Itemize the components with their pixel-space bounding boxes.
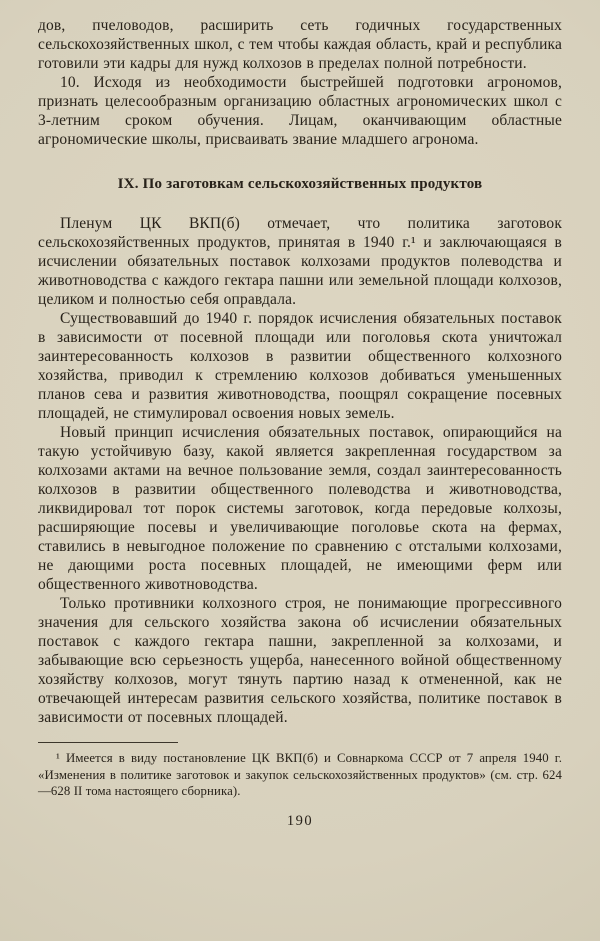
footnote-text: ¹ Имеется в виду постановление ЦК ВКП(б) и Совнаркома СССР от 7 апреля 1940 г. «Изменения в политике заготовок и закупок сельскохозяйственных продуктов» (см. стр. 624—628 II тома настоящего сборника). [38, 751, 562, 798]
paragraph-new-principle: Новый принцип исчисления обязательных поставок, опирающийся на такую устойчивую базу, какой является закрепленная государством за колхозами актами на вечное пользование земля, создал заинтересованность колхозов в развитии общественного полеводства и животноводства, ликвидировал тот порок системы заготовок, когда передовые колхозы, расширяющие посевы и увеличивающие поголовье скота на фермах, ставились в невыгодное положение по сравнению с отсталыми колхозами, не дающими роста посевных площадей, не имеющими ферм или общественного животноводства. [38, 424, 562, 593]
page-number: 190 [286, 812, 314, 829]
paragraph-old-order: Существовавший до 1940 г. порядок исчисления обязательных поставок в зависимости от посевной площади или поголовья скота уничтожал заинтересованность колхозов в развитии общественного колхозного хозяйства, приводил к стремлению колхозов добиваться уменьшенных планов сева и развития животноводства, поощрял сокращение посевных площадей, не стимулировал освоения новых земель. [38, 310, 562, 422]
section-heading: IX. По заготовкам сельскохозяйственных продуктов [117, 176, 483, 192]
paragraph-opponents: Только противники колхозного строя, не понимающие прогрессивного значения для сельского хозяйства закона об исчислении обязательных поставок с каждого гектара пашни, закрепленной за колхозами, и забывающие всю серьезность ущерба, нанесенного войной общественному хозяйству колхозов, могут тянуть партию назад к отмененной, как не отвечающей интересам развития сельского хозяйства, политике поставок в зависимости от посевных площадей. [38, 595, 562, 726]
paragraph-plenum: Пленум ЦК ВКП(б) отмечает, что политика заготовок сельскохозяйственных продуктов, принятая в 1940 г.¹ и заключающаяся в исчислении обязательных поставок колхозами продуктов полеводства и животноводства с каждого гектара пашни или земельной площади колхозов, целиком и полностью себя оправдала. [38, 215, 562, 308]
footnote-separator [38, 742, 178, 743]
paragraph-continuation: дов, пчеловодов, расширить сеть годичных государственных сельскохозяйственных школ, с тем чтобы каждая область, край и республика готовили эти кадры для нужд колхозов в пределах полной потребности. [38, 17, 562, 72]
paragraph-item-10: 10. Исходя из необходимости быстрейшей подготовки агрономов, признать целесообразным организацию областных агрономических школ с 3-летним сроком обучения. Лицам, оканчивающим областные агрономические школы, присваивать звание младшего агронома. [38, 74, 562, 148]
page-text-block [38, 16, 562, 800]
